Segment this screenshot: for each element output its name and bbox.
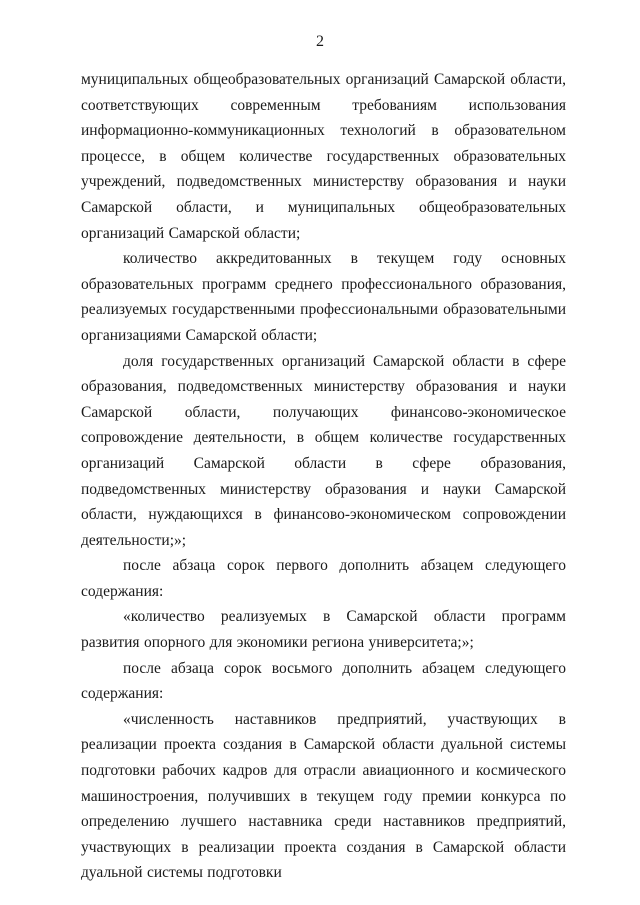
paragraph-4: после абзаца сорок первого дополнить абзацем следующего содержания:	[81, 557, 566, 600]
paragraph-1: муниципальных общеобразовательных организаций Самарской области, соответствующих современным требованиям использования информационно-коммуникационных технологий в образовательном процессе, в общем количестве государственных образовательных учреждений, подведомственных министерству образования и науки Самарской области, и муниципальных общеобразовательных организаций Самарской области;	[81, 71, 566, 242]
page-number: 2	[316, 33, 324, 50]
paragraph-7: «численность наставников предприятий, участвующих в реализации проекта создания в Самарской области дуальной системы подготовки рабочих кадров для отрасли авиационного и космического машиностроения, получивших в текущем году премии конкурса по определению лучшего наставника среди наставников предприятий, участвующих в реализации проекта создания в Самарской области дуальной системы подготовки	[81, 710, 566, 882]
document-body	[81, 67, 566, 886]
paragraph-3: доля государственных организаций Самарской области в сфере образования, подведомственных министерству образования и науки Самарской области, получающих финансово-экономическое сопровождение деятельности, в общем количестве государственных организаций Самарской области в сфере образования, подведомственных министерству образования и науки Самарской области, нуждающихся в финансово-экономическом сопровождении деятельности;»;	[81, 352, 566, 549]
paragraph-2: количество аккредитованных в текущем году основных образовательных программ среднего профессионального образования, реализуемых государственными профессиональными образовательными организациями Самарской области;	[81, 250, 566, 344]
paragraph-6: после абзаца сорок восьмого дополнить абзацем следующего содержания:	[81, 659, 566, 703]
paragraph-5: «количество реализуемых в Самарской области программ развития опорного для экономики региона университета;»;	[81, 608, 566, 652]
